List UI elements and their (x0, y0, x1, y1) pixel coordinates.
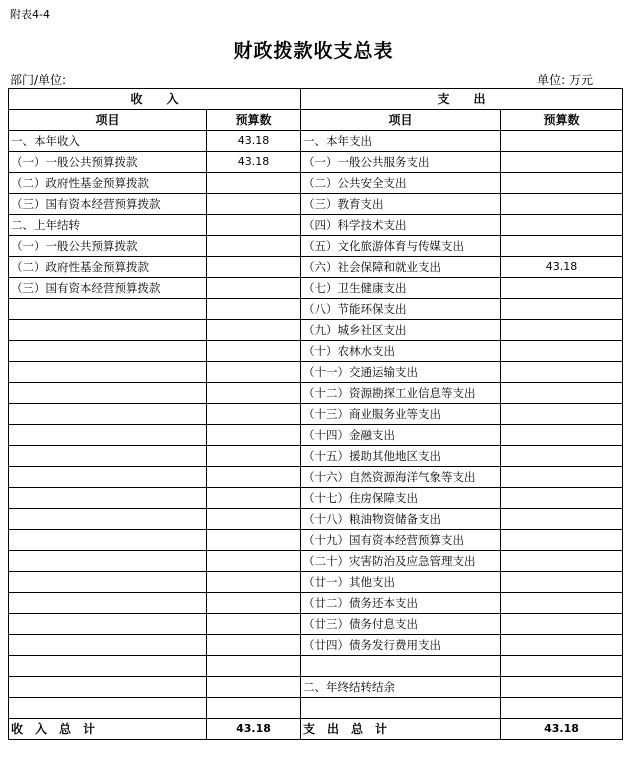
table-row (9, 593, 623, 614)
income-item-cell (9, 635, 207, 656)
income-item-cell (9, 656, 207, 677)
table-row (9, 572, 623, 593)
income-total-label: 收 入 总 计 (9, 719, 207, 740)
income-value-cell (207, 593, 301, 614)
expense-item-cell (301, 656, 501, 677)
table-row (9, 236, 623, 257)
column-header-row (9, 110, 623, 131)
income-value-cell (207, 614, 301, 635)
income-value-cell (207, 656, 301, 677)
income-value-cell (207, 299, 301, 320)
income-item-cell (9, 593, 207, 614)
income-item-cell (9, 446, 207, 467)
expense-value-cell (501, 404, 623, 425)
table-row (9, 131, 623, 152)
income-item-cell (9, 467, 207, 488)
expense-item-cell: （十九）国有资本经营预算支出 (301, 530, 501, 551)
expense-value-cell (501, 320, 623, 341)
expense-total-label: 支 出 总 计 (301, 719, 501, 740)
income-item-cell (9, 383, 207, 404)
income-item-cell (9, 299, 207, 320)
expense-value-cell (501, 131, 623, 152)
income-value-cell (207, 173, 301, 194)
expense-item-cell: （八）节能环保支出 (301, 299, 501, 320)
expense-item-column-header: 项目 (301, 110, 501, 131)
expense-value-cell (501, 299, 623, 320)
table-row (9, 299, 623, 320)
income-value-cell (207, 635, 301, 656)
income-value-cell (207, 341, 301, 362)
expense-item-cell: （十八）粮油物资储备支出 (301, 509, 501, 530)
expense-value-cell (501, 152, 623, 173)
income-value-cell (207, 257, 301, 278)
income-value-cell: 43.18 (207, 152, 301, 173)
expense-item-cell: （廿一）其他支出 (301, 572, 501, 593)
table-row (9, 404, 623, 425)
expense-item-cell: （二）公共安全支出 (301, 173, 501, 194)
income-value-cell (207, 677, 301, 698)
table-row (9, 341, 623, 362)
income-item-cell (9, 362, 207, 383)
expense-value-cell (501, 635, 623, 656)
income-budget-column-header: 预算数 (207, 110, 301, 131)
table-row (9, 614, 623, 635)
expense-item-cell: （廿四）债务发行费用支出 (301, 635, 501, 656)
expense-item-cell: （十）农林水支出 (301, 341, 501, 362)
expense-value-cell (501, 614, 623, 635)
income-item-cell (9, 572, 207, 593)
expense-value-cell (501, 383, 623, 404)
income-value-cell (207, 383, 301, 404)
income-item-cell (9, 341, 207, 362)
expense-value-cell (501, 509, 623, 530)
expense-value-cell (501, 446, 623, 467)
table-row (9, 173, 623, 194)
table-row (9, 446, 623, 467)
expense-value-cell (501, 698, 623, 719)
income-item-cell (9, 425, 207, 446)
expense-item-cell: （六）社会保障和就业支出 (301, 257, 501, 278)
expense-item-cell: （十五）援助其他地区支出 (301, 446, 501, 467)
table-row (9, 677, 623, 698)
income-total-value: 43.18 (207, 719, 301, 740)
income-item-cell (9, 488, 207, 509)
expense-item-cell: （十一）交通运输支出 (301, 362, 501, 383)
table-row (9, 467, 623, 488)
income-item-cell (9, 698, 207, 719)
income-item-cell (9, 404, 207, 425)
annex-label: 附表4-4 (10, 8, 50, 21)
table-row (9, 635, 623, 656)
expense-item-cell: （五）文化旅游体育与传媒支出 (301, 236, 501, 257)
income-value-cell (207, 404, 301, 425)
income-item-cell: （三）国有资本经营预算拨款 (9, 194, 207, 215)
table-row (9, 383, 623, 404)
expense-value-cell (501, 425, 623, 446)
income-value-cell (207, 530, 301, 551)
unit-label: 单位: 万元 (537, 73, 593, 87)
table-row (9, 488, 623, 509)
income-value-cell (207, 572, 301, 593)
income-item-column-header: 项目 (9, 110, 207, 131)
table-row (9, 320, 623, 341)
expense-value-cell (501, 488, 623, 509)
expense-value-cell: 43.18 (501, 257, 623, 278)
income-item-cell (9, 320, 207, 341)
income-value-cell (207, 467, 301, 488)
income-item-cell: 二、上年结转 (9, 215, 207, 236)
expense-item-cell: （十四）金融支出 (301, 425, 501, 446)
expense-value-cell (501, 677, 623, 698)
income-item-cell: （二）政府性基金预算拨款 (9, 257, 207, 278)
income-item-cell: （一）一般公共预算拨款 (9, 152, 207, 173)
expense-item-cell: （十七）住房保障支出 (301, 488, 501, 509)
expense-item-cell: （七）卫生健康支出 (301, 278, 501, 299)
income-header: 收 入 (9, 89, 301, 110)
expense-budget-column-header: 预算数 (501, 110, 623, 131)
expense-item-cell: 一、本年支出 (301, 131, 501, 152)
income-value-cell (207, 698, 301, 719)
income-value-cell (207, 215, 301, 236)
expense-item-cell: （九）城乡社区支出 (301, 320, 501, 341)
income-value-cell (207, 236, 301, 257)
income-item-cell: 一、本年收入 (9, 131, 207, 152)
expense-value-cell (501, 341, 623, 362)
income-item-cell: （二）政府性基金预算拨款 (9, 173, 207, 194)
income-value-cell (207, 488, 301, 509)
expense-value-cell (501, 593, 623, 614)
section-header-row (9, 89, 623, 110)
table-row (9, 215, 623, 236)
table-row (9, 257, 623, 278)
income-value-cell (207, 194, 301, 215)
income-value-cell (207, 362, 301, 383)
expense-item-cell: （二十）灾害防治及应急管理支出 (301, 551, 501, 572)
table-row (9, 152, 623, 173)
expense-header: 支 出 (301, 89, 623, 110)
income-item-cell (9, 677, 207, 698)
expense-item-cell: （一）一般公共服务支出 (301, 152, 501, 173)
table-row (9, 551, 623, 572)
income-item-cell: （一）一般公共预算拨款 (9, 236, 207, 257)
expense-item-cell (301, 698, 501, 719)
income-item-cell (9, 614, 207, 635)
expense-value-cell (501, 278, 623, 299)
table-row (9, 194, 623, 215)
income-value-cell: 43.18 (207, 131, 301, 152)
table-row (9, 698, 623, 719)
expense-value-cell (501, 572, 623, 593)
expense-item-cell: 二、年终结转结余 (301, 677, 501, 698)
expense-item-cell: （廿二）债务还本支出 (301, 593, 501, 614)
table-row (9, 278, 623, 299)
department-label: 部门/单位: (10, 73, 67, 87)
expense-value-cell (501, 236, 623, 257)
income-value-cell (207, 425, 301, 446)
expense-item-cell: （四）科学技术支出 (301, 215, 501, 236)
expense-value-cell (501, 362, 623, 383)
income-item-cell (9, 551, 207, 572)
table-row (9, 425, 623, 446)
table-row (9, 656, 623, 677)
income-item-cell: （三）国有资本经营预算拨款 (9, 278, 207, 299)
expense-value-cell (501, 194, 623, 215)
expense-value-cell (501, 551, 623, 572)
expense-item-cell: （十二）资源勘探工业信息等支出 (301, 383, 501, 404)
table-row (9, 509, 623, 530)
expense-value-cell (501, 467, 623, 488)
expense-item-cell: （十三）商业服务业等支出 (301, 404, 501, 425)
table-row (9, 362, 623, 383)
income-item-cell (9, 509, 207, 530)
fiscal-allocation-table (8, 88, 623, 740)
expense-value-cell (501, 530, 623, 551)
income-value-cell (207, 320, 301, 341)
total-row (9, 719, 623, 740)
table-row (9, 530, 623, 551)
income-value-cell (207, 278, 301, 299)
income-value-cell (207, 551, 301, 572)
expense-value-cell (501, 656, 623, 677)
expense-item-cell: （十六）自然资源海洋气象等支出 (301, 467, 501, 488)
expense-total-value: 43.18 (501, 719, 623, 740)
income-value-cell (207, 446, 301, 467)
expense-item-cell: （廿三）债务付息支出 (301, 614, 501, 635)
expense-value-cell (501, 173, 623, 194)
page-title: 财政拨款收支总表 (233, 40, 394, 62)
expense-value-cell (501, 215, 623, 236)
expense-item-cell: （三）教育支出 (301, 194, 501, 215)
income-item-cell (9, 530, 207, 551)
income-value-cell (207, 509, 301, 530)
